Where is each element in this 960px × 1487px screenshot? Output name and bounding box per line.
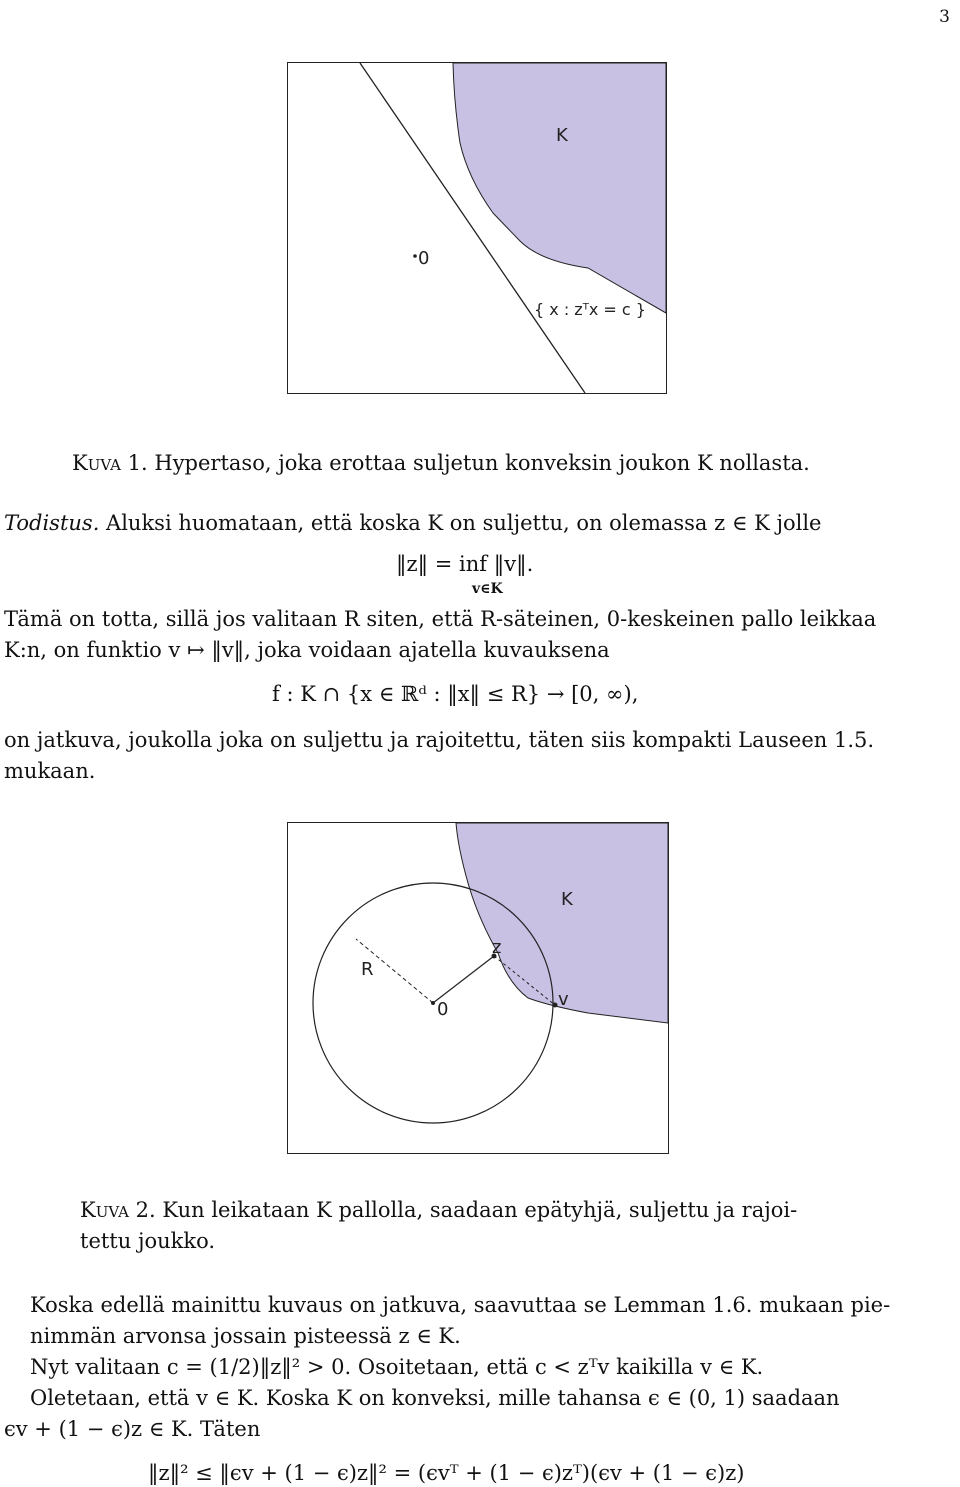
figure-2-label-z: z [492, 937, 502, 958]
equation-function: f : K ∩ {x ∈ ℝᵈ : ‖x‖ ≤ R} → [0, ∞), [272, 682, 639, 706]
figure-2-label-v: v [558, 989, 569, 1010]
body-line-1: Koska edellä mainittu kuvaus on jatkuva, saavuttaa se Lemman 1.6. mukaan pie- [30, 1293, 891, 1317]
figure-1-label-origin: 0 [418, 248, 430, 269]
proof-line-4: on jatkuva, joukolla joka on suljettu ja rajoitettu, täten siis kompakti Lauseen 1.5. [4, 728, 875, 752]
figure-2 [287, 822, 669, 1154]
proof-line-3: K:n, on funktio v ↦ ‖v‖, joka voidaan ajatella kuvauksena [4, 638, 610, 662]
origin-point [413, 254, 417, 258]
page-number: 3 [939, 7, 950, 27]
body-line-5: ϵv + (1 − ϵ)z ∈ K. Täten [4, 1417, 261, 1441]
proof-heading: Todistus. [4, 511, 100, 535]
figure-1 [287, 62, 667, 394]
proof-line-1-text: Aluksi huomataan, että koska K on suljettu, on olemassa z ∈ K jolle [99, 511, 822, 535]
figure-1-drawing [288, 63, 666, 393]
proof-line-5: mukaan. [4, 759, 96, 783]
figure-1-label-K: K [556, 125, 568, 146]
figure-2-label-K: K [561, 889, 573, 910]
set-K-region [453, 63, 666, 313]
caption-1-text: Hypertaso, joka erottaa suljetun konveksin joukon K nollasta. [147, 451, 810, 475]
point-v [553, 1003, 558, 1008]
body-line-2: nimmän arvonsa jossain pisteessä z ∈ K. [30, 1324, 461, 1348]
caption-1 [72, 450, 810, 476]
figure-2-label-R: R [361, 959, 374, 980]
proof-line-2: Tämä on totta, sillä jos valitaan R siten, että R-säteinen, 0-keskeinen pallo leikkaa [4, 607, 877, 631]
proof-line-1 [4, 510, 821, 536]
equation-norm-expansion: ‖z‖² ≤ ‖ϵv + (1 − ϵ)z‖² = (ϵvᵀ + (1 − ϵ)zᵀ)(ϵv + (1 − ϵ)z) [148, 1461, 745, 1485]
caption-1-prefix: Kuva 1. [72, 451, 148, 475]
body-line-4: Oletetaan, että v ∈ K. Koska K on konveksi, mille tahansa ϵ ∈ (0, 1) saadaan [30, 1386, 840, 1410]
segment-0-z [433, 956, 494, 1003]
equation-inf [396, 551, 533, 577]
figure-2-label-origin: 0 [437, 999, 449, 1020]
figure-2-drawing [288, 823, 668, 1153]
caption-2-prefix: Kuva 2. [80, 1198, 156, 1222]
equation-inf-text: ‖z‖ = inf ‖v‖. [396, 552, 534, 576]
caption-2-line-1-text: Kun leikataan K pallolla, saadaan epätyhjä, suljettu ja rajoi- [155, 1198, 798, 1222]
caption-2-line-2: tettu joukko. [80, 1229, 216, 1253]
figure-1-label-hyperplane: { x : zᵀx = c } [534, 300, 646, 319]
caption-2-line-1 [80, 1197, 797, 1223]
body-line-3: Nyt valitaan c = (1/2)‖z‖² > 0. Osoitetaan, että c < zᵀv kaikilla v ∈ K. [30, 1355, 764, 1379]
origin-point [431, 1001, 435, 1005]
equation-inf-subscript: v∈K [472, 581, 503, 597]
